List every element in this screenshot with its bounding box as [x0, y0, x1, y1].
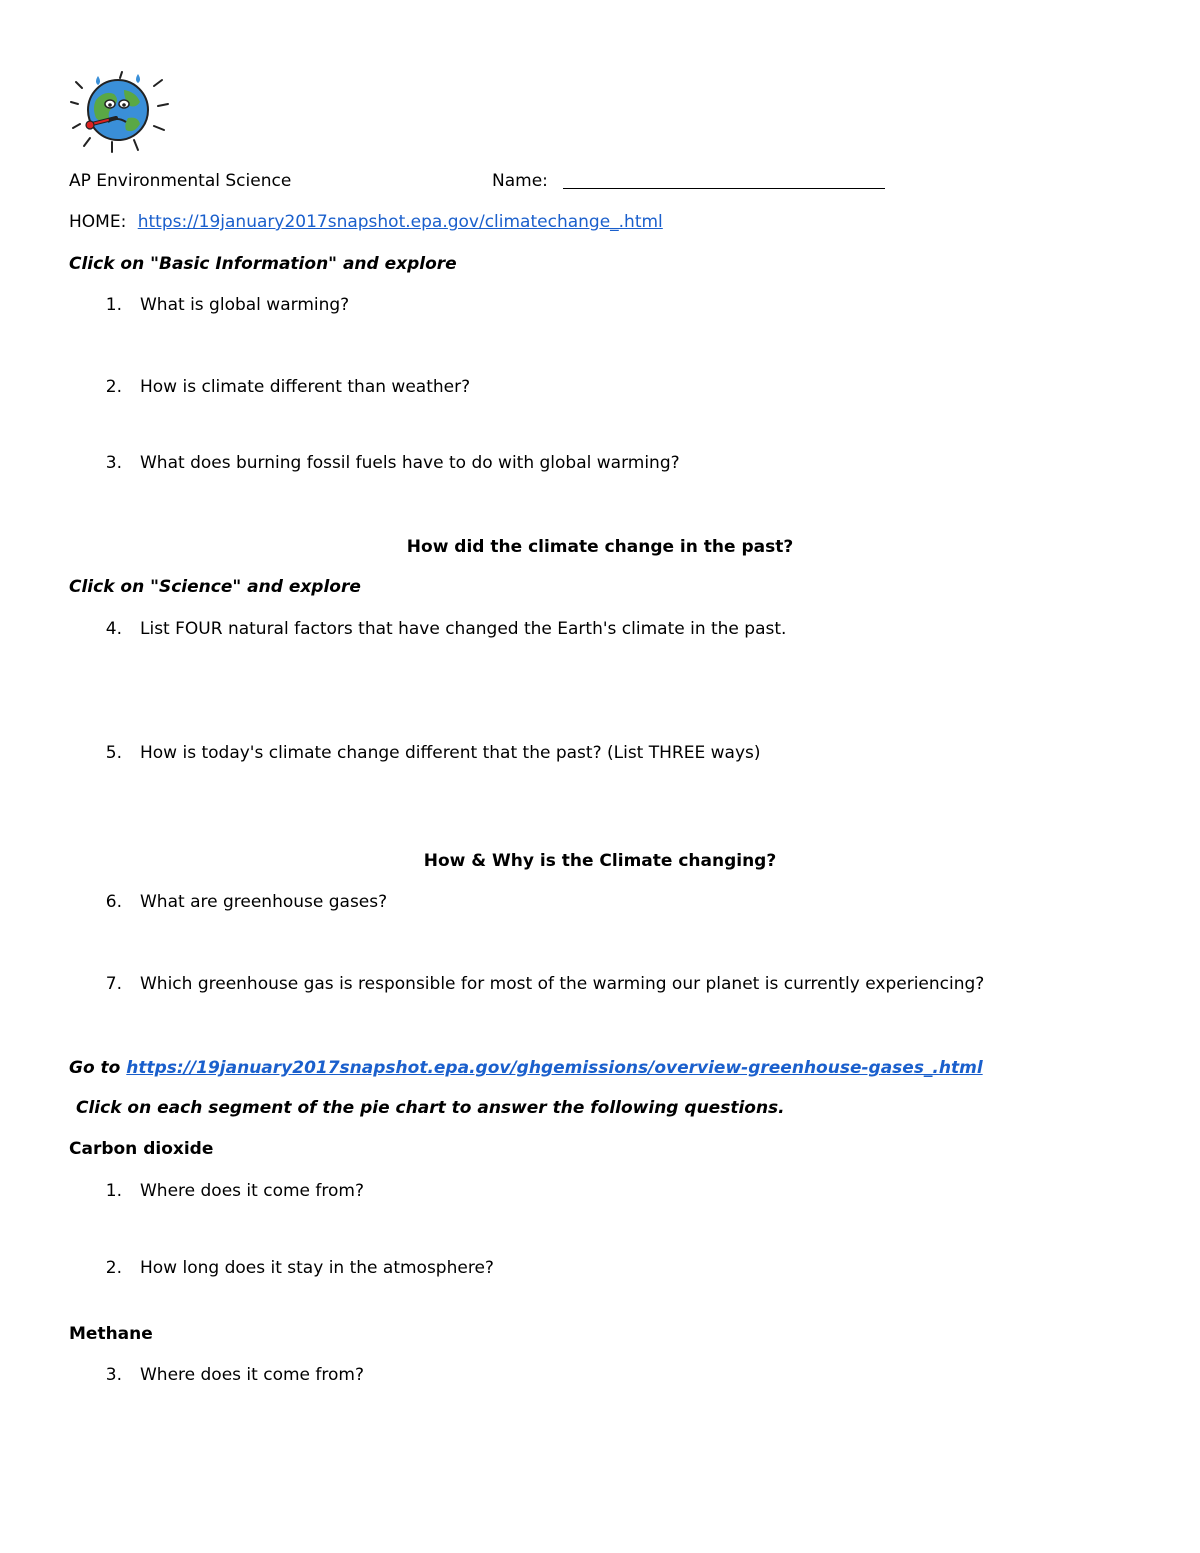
- question-number: 3.: [105, 453, 122, 473]
- question-text: List FOUR natural factors that have changed the Earth's climate in the past.: [140, 619, 787, 639]
- question-number: 5.: [105, 743, 122, 763]
- question-number: 1.: [105, 295, 122, 315]
- question-text: What does burning fossil fuels have to do with global warming?: [140, 453, 680, 473]
- pie-chart-instruction: Click on each segment of the pie chart to answer the following questions.: [76, 1098, 785, 1118]
- goto-line: [69, 1057, 983, 1079]
- home-link[interactable]: https://19january2017snapshot.epa.gov/climatechange_.html: [137, 212, 663, 232]
- course-title: AP Environmental Science: [69, 171, 292, 191]
- ghg-overview-link[interactable]: https://19january2017snapshot.epa.gov/ghgemissions/overview-greenhouse-gases_.html: [126, 1058, 983, 1078]
- carbon-dioxide-heading: Carbon dioxide: [69, 1139, 214, 1159]
- name-field[interactable]: [563, 188, 885, 189]
- question-text: How is today's climate change different that the past? (List THREE ways): [140, 743, 761, 763]
- question-text: What are greenhouse gases?: [140, 892, 388, 912]
- question-number: 7.: [105, 974, 122, 994]
- question-number: 2.: [105, 1258, 122, 1278]
- home-label: HOME:: [69, 212, 127, 232]
- question-text: How is climate different than weather?: [140, 377, 471, 397]
- question-number: 2.: [105, 377, 122, 397]
- question-number: 6.: [105, 892, 122, 912]
- basic-info-instruction: Click on "Basic Information" and explore: [69, 254, 457, 274]
- science-instruction: Click on "Science" and explore: [69, 577, 361, 597]
- question-number: 3.: [105, 1365, 122, 1385]
- question-text: Where does it come from?: [140, 1181, 364, 1201]
- question-text: Which greenhouse gas is responsible for most of the warming our planet is currently experiencing?: [140, 974, 985, 994]
- question-number: 1.: [105, 1181, 122, 1201]
- question-text: What is global warming?: [140, 295, 350, 315]
- goto-label: Go to: [69, 1058, 121, 1078]
- earth-thermometer-logo-icon: [68, 70, 172, 154]
- question-text: How long does it stay in the atmosphere?: [140, 1258, 494, 1278]
- question-text: Where does it come from?: [140, 1365, 364, 1385]
- climate-changing-heading: How & Why is the Climate changing?: [423, 851, 777, 871]
- methane-heading: Methane: [69, 1324, 153, 1344]
- home-line: [69, 211, 663, 233]
- name-label: Name:: [492, 171, 548, 191]
- past-climate-heading: How did the climate change in the past?: [406, 537, 794, 557]
- question-number: 4.: [105, 619, 122, 639]
